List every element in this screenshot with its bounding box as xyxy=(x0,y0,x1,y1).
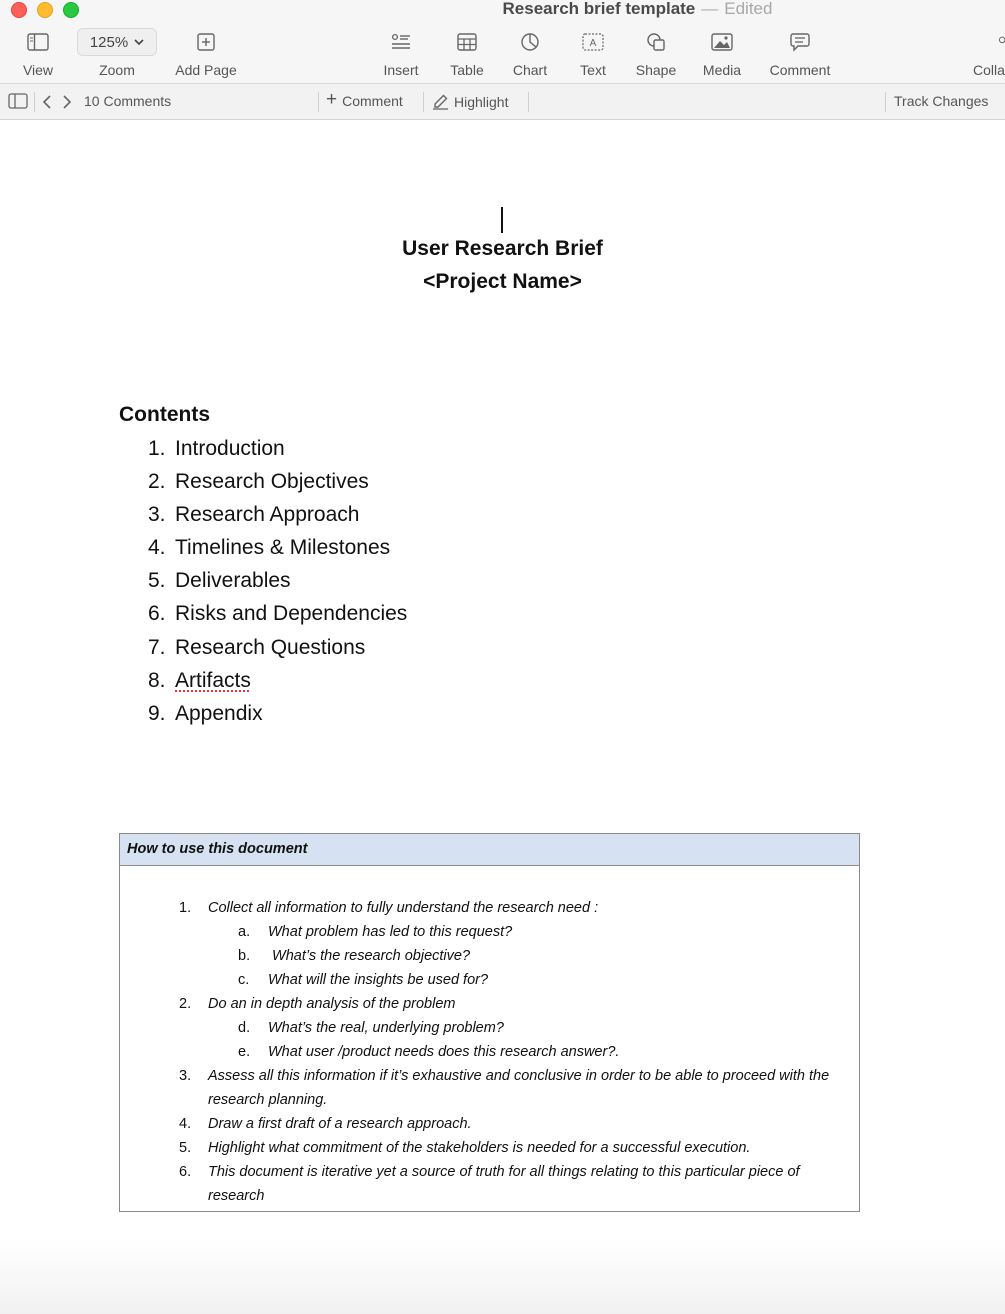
add-comment-button[interactable] xyxy=(326,89,403,110)
toc-item[interactable]: 8. Artifacts xyxy=(148,666,407,699)
media-label: Media xyxy=(702,62,742,78)
track-changes-button[interactable] xyxy=(894,93,988,109)
toc-item[interactable]: 7. Research Questions xyxy=(148,635,366,659)
misspelled-word: Artifacts xyxy=(175,668,251,692)
zoom-select[interactable] xyxy=(77,28,157,56)
text-cursor xyxy=(501,207,503,233)
list-item: a. What problem has led to this request? xyxy=(238,924,513,940)
sidebar-icon xyxy=(20,28,56,56)
media-icon xyxy=(700,28,744,56)
list-item: 2. Do an in depth analysis of the problem xyxy=(179,996,456,1012)
add-page-label: Add Page xyxy=(175,62,237,78)
table-icon xyxy=(446,28,488,56)
insert-button[interactable] xyxy=(379,28,423,78)
comment-label: Comment xyxy=(769,62,831,78)
list-item: d. What’s the real, underlying problem? xyxy=(238,1020,504,1036)
insert-label: Insert xyxy=(383,62,419,78)
chart-label: Chart xyxy=(512,62,548,78)
shape-button[interactable] xyxy=(633,28,679,78)
comments-sidebar-toggle[interactable] xyxy=(8,93,28,109)
toc-item[interactable]: 9. Appendix xyxy=(148,701,263,725)
add-comment-label: Comment xyxy=(342,93,403,109)
view-button[interactable] xyxy=(20,28,56,78)
toolbar xyxy=(0,0,1005,84)
chart-button[interactable] xyxy=(509,28,551,78)
zoom-label: Zoom xyxy=(99,62,135,78)
list-item: b. What’s the research objective? xyxy=(238,948,471,964)
text-box-icon xyxy=(576,28,610,56)
sidebar-toggle-icon xyxy=(8,93,28,109)
how-to-use-table[interactable] xyxy=(119,833,860,1212)
insert-icon xyxy=(379,28,423,56)
zoom-control[interactable] xyxy=(77,28,157,78)
comment-icon xyxy=(766,28,834,56)
list-item: 6. This document is iterative yet a source of truth for all things relating to this particular piece of research xyxy=(179,1164,800,1204)
chevron-left-icon xyxy=(42,94,52,110)
list-item: 3. Assess all this information if it’s exhaustive and conclusive in order to be able to proceed with the research planning. xyxy=(179,1068,830,1108)
chart-icon xyxy=(509,28,551,56)
toc-item[interactable]: 1. Introduction xyxy=(148,437,285,460)
list-item: 5. Highlight what commitment of the stakeholders is needed for a successful execution. xyxy=(179,1140,751,1156)
toc-item[interactable]: 4. Timelines & Milestones xyxy=(148,536,391,560)
toc-item[interactable]: 5. Deliverables xyxy=(148,569,291,593)
collaborate-icon xyxy=(970,28,1005,56)
project-name-placeholder[interactable]: <Project Name> xyxy=(423,270,582,293)
zoom-value: 125% xyxy=(89,33,129,51)
list-item: e. What user /product needs does this research answer?. xyxy=(238,1044,620,1060)
toc-item[interactable]: 2. Research Objectives xyxy=(148,470,369,494)
comments-count: 10 Comments xyxy=(84,93,172,109)
media-button[interactable] xyxy=(700,28,744,78)
window-title: Research brief template — Edited xyxy=(502,0,773,18)
toc-item[interactable]: 6. Risks and Dependencies xyxy=(148,602,408,626)
track-changes-label: Track Changes xyxy=(894,93,989,109)
page-bottom-edge xyxy=(0,1240,1005,1314)
svg-text:A: A xyxy=(589,38,597,49)
toc-item[interactable]: 3. Research Approach xyxy=(148,503,360,527)
list-item: c. What will the insights be used for? xyxy=(238,972,489,988)
list-item: 1. Collect all information to fully understand the research need : xyxy=(179,900,599,916)
collaborate-label: Colla xyxy=(973,62,1005,78)
view-label: View xyxy=(22,62,54,78)
contents-heading[interactable]: Contents xyxy=(119,403,210,426)
next-comment-button[interactable] xyxy=(62,94,72,110)
highlight-label: Highlight xyxy=(454,93,509,110)
add-page-icon xyxy=(172,28,240,56)
table-label: Table xyxy=(450,62,484,78)
chevron-right-icon xyxy=(62,94,72,110)
collaborate-button[interactable] xyxy=(970,28,1005,78)
pencil-icon xyxy=(432,93,449,110)
edited-status: Edited xyxy=(724,0,773,18)
document-name: Research brief template xyxy=(502,0,696,18)
comments-bar xyxy=(0,84,1005,120)
table-of-contents xyxy=(148,434,407,732)
shape-label: Shape xyxy=(635,62,677,78)
shape-icon xyxy=(633,28,679,56)
document-title[interactable]: User Research Brief xyxy=(402,237,603,260)
plus-icon: + xyxy=(326,89,338,110)
comment-button[interactable] xyxy=(766,28,834,78)
add-page-button[interactable] xyxy=(172,28,240,78)
highlight-button[interactable] xyxy=(432,93,508,110)
previous-comment-button[interactable] xyxy=(42,94,52,110)
chevron-down-icon xyxy=(134,39,144,46)
list-item: 4. Draw a first draft of a research approach. xyxy=(179,1116,472,1132)
how-to-use-heading: How to use this document xyxy=(120,834,859,866)
document-page[interactable] xyxy=(0,121,1005,1314)
text-button[interactable] xyxy=(576,28,610,78)
table-button[interactable] xyxy=(446,28,488,78)
text-label: Text xyxy=(580,62,606,78)
